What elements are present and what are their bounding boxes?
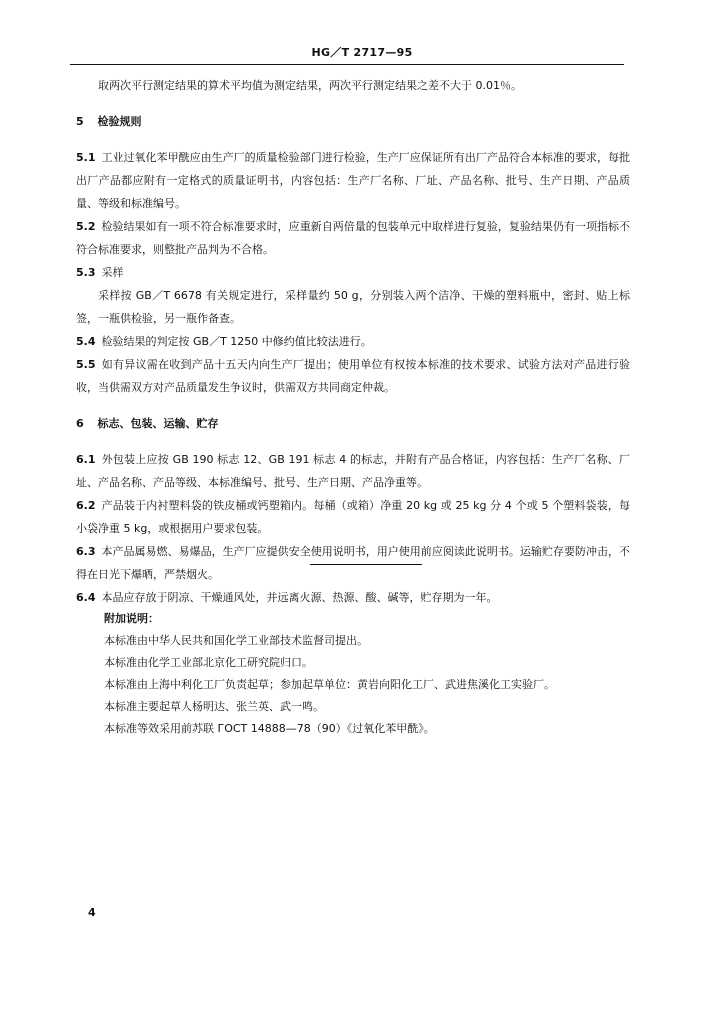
- running-header: HG／T 2717—95: [311, 46, 413, 59]
- page-number: 4: [88, 906, 96, 919]
- additional-notes: [104, 608, 634, 740]
- clause-text: 工业过氧化苯甲酰应由生产厂的质量检验部门进行检验，生产厂应保证所有出厂产品符合本标准的要求，每批出厂产品都应附有一定格式的质量证明书，内容包括：生产厂名称、厂址、产品名称、批号、生产日期、产品质量、等级和标准编号。: [76, 151, 630, 210]
- clause-number: 5.1: [76, 151, 96, 164]
- section-number: 6: [76, 417, 84, 430]
- clause-text: 如有异议需在收到产品十五天内向生产厂提出；使用单位有权按本标准的技术要求、试验方法对产品进行验收，当供需双方对产品质量发生争议时，供需双方共同商定仲裁。: [76, 358, 630, 394]
- intro-paragraph: 取两次平行测定结果的算术平均值为测定结果，两次平行测定结果之差不大于 0.01％。: [98, 79, 522, 92]
- clause-number: 6.1: [76, 453, 96, 466]
- clause-5-3: [76, 261, 630, 284]
- body-text: [76, 74, 630, 609]
- notes-title: 附加说明：: [104, 612, 159, 625]
- clause-5-2: [76, 215, 630, 261]
- clause-text: 本产品属易燃、易爆品，生产厂应提供安全使用说明书，用户使用前应阅读此说明书。运输贮存要防冲击，不得在日光下爆晒，严禁烟火。: [76, 545, 630, 581]
- clause-5-5: [76, 353, 630, 399]
- clause-text: 本品应存放于阴凉、干燥通风处，并远离火源、热源、酸、碱等，贮存期为一年。: [101, 591, 498, 604]
- clause-6-1: [76, 448, 630, 494]
- section-number: 5: [76, 115, 84, 128]
- clause-text: 检验结果如有一项不符合标准要求时，应重新自两倍量的包装单元中取样进行复验，复验结果仍有一项指标不符合标准要求，则整批产品判为不合格。: [76, 220, 630, 256]
- clause-6-2: [76, 494, 630, 540]
- notes-line: 本标准由中华人民共和国化学工业部技术监督司提出。: [104, 634, 368, 647]
- notes-line: 本标准由上海中利化工厂负责起草；参加起草单位：黄岩向阳化工厂、武进焦溪化工实验厂。: [104, 678, 555, 691]
- clause-5-1: [76, 146, 630, 215]
- clause-5-4: [76, 330, 630, 353]
- notes-line: 本标准等效采用前苏联 ГОСТ 14888—78（90）《过氧化苯甲酰》。: [104, 722, 435, 735]
- clause-number: 6.2: [76, 499, 96, 512]
- clause-text: 检验结果的判定按 GB／T 1250 中修约值比较法进行。: [101, 335, 372, 348]
- clause-6-4: [76, 586, 630, 609]
- clause-number: 5.4: [76, 335, 96, 348]
- notes-line: 本标准主要起草人杨明达、张兰英、武一鸣。: [104, 700, 324, 713]
- header-rule: [70, 64, 624, 65]
- clause-number: 5.3: [76, 266, 96, 279]
- section-title: 标志、包装、运输、贮存: [97, 417, 219, 430]
- clause-text: 采样按 GB／T 6678 有关规定进行，采样量约 50 g，分别装入两个洁净、干燥的塑料瓶中，密封、贴上标签，一瓶供检验，另一瓶作备查。: [76, 289, 630, 325]
- notes-line: 本标准由化学工业部北京化工研究院归口。: [104, 656, 313, 669]
- clause-5-3-body: [76, 284, 630, 330]
- end-divider: [310, 564, 422, 565]
- clause-text: 外包装上应按 GB 190 标志 12、GB 191 标志 4 的标志，并附有产品合格证，内容包括：生产厂名称、厂址、产品名称、产品等级、本标准编号、批号、生产日期、产品净重等。: [76, 453, 630, 489]
- clause-number: 5.2: [76, 220, 96, 233]
- clause-number: 6.3: [76, 545, 96, 558]
- clause-6-3: [76, 540, 630, 586]
- clause-text: 产品装于内衬塑料袋的铁皮桶或钙塑箱内。每桶（或箱）净重 20 kg 或 25 kg 分 4 个或 5 个塑料袋装，每小袋净重 5 kg，或根据用户要求包装。: [76, 499, 630, 535]
- clause-number: 6.4: [76, 591, 96, 604]
- section-6-heading: [76, 412, 630, 435]
- section-5-heading: [76, 110, 630, 133]
- clause-text: 采样: [101, 266, 124, 279]
- clause-number: 5.5: [76, 358, 96, 371]
- section-title: 检验规则: [97, 115, 142, 128]
